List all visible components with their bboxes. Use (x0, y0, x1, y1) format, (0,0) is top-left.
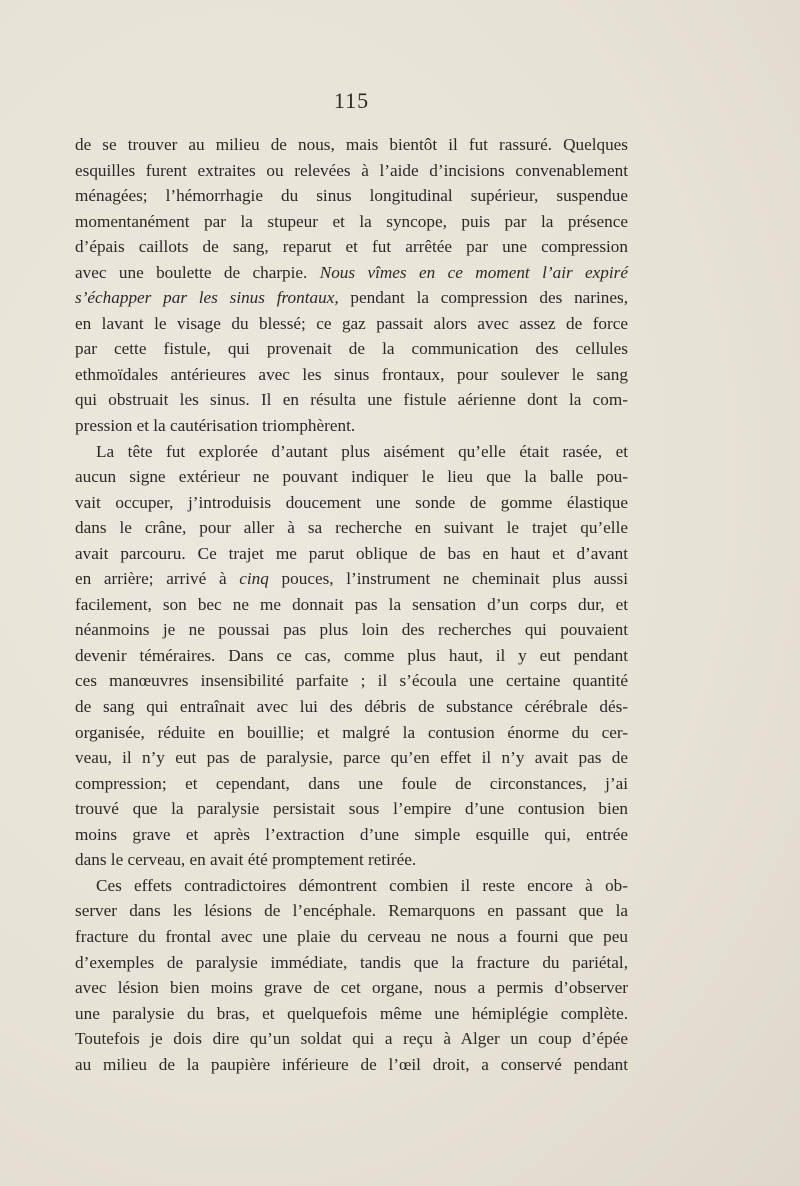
line-text: avec une boulette de charpie. (75, 262, 308, 282)
line-text: dans le crâne, pour aller à sa recherche en suivant le trajet qu’elle (75, 518, 628, 538)
text-line (75, 566, 628, 592)
italic-text: Nous vîmes en ce moment l’air expiré (319, 262, 628, 282)
line-text: pendant la compression des narines, (350, 288, 628, 308)
text-line (75, 439, 628, 465)
text-line (75, 643, 628, 669)
line-text: vait occuper, j’introduisis doucement une sonde de gomme élastique (75, 492, 628, 512)
line-text: par cette fistule, qui provenait de la communication des cellules (75, 339, 628, 359)
line-text: néanmoins je ne poussai pas plus loin des recherches qui pouvaient (75, 620, 628, 640)
line-text: esquilles furent extraites ou relevées à l’aide d’incisions convenablement (75, 160, 628, 180)
text-line (75, 847, 628, 873)
text-line (75, 617, 628, 643)
text-line (75, 822, 628, 848)
text-line (75, 158, 628, 184)
text-line (75, 592, 628, 618)
text-line (75, 311, 628, 337)
text-line (75, 1001, 628, 1027)
text-line (75, 285, 628, 311)
italic-text: s’échapper par les sinus frontaux, (75, 288, 339, 308)
line-text: qui obstruait les sinus. Il en résulta une fistule aérienne dont la com- (75, 390, 628, 410)
text-line (75, 132, 628, 158)
text-line (75, 694, 628, 720)
line-text: veau, il n’y eut pas de paralysie, parce qu’en effet il n’y avait pas de (75, 748, 628, 768)
text-line (75, 873, 628, 899)
line-text: avait parcouru. Ce trajet me parut oblique de bas en haut et d’avant (75, 543, 628, 563)
line-text: momentanément par la stupeur et la syncope, puis par la présence (75, 211, 628, 231)
line-text: en arrière; arrivé à (75, 569, 227, 589)
line-text: au milieu de la paupière inférieure de l’œil droit, a conservé pendant (75, 1054, 628, 1074)
line-text: compression; et cependant, dans une foule de circonstances, j’ai (75, 773, 628, 793)
text-line (75, 209, 628, 235)
line-text: pouces, l’instrument ne cheminait plus aussi (281, 569, 629, 589)
line-text: Ces effets contradictoires démontrent combien il reste encore à ob- (96, 875, 628, 895)
line-text: aucun signe extérieur ne pouvant indiquer le lieu que la balle pou- (75, 467, 628, 487)
text-line (75, 720, 628, 746)
line-text: moins grave et après l’extraction d’une simple esquille qui, entrée (75, 824, 628, 844)
line-text: fracture du frontal avec une plaie du cerveau ne nous a fourni que peu (75, 926, 628, 946)
italic-text: cinq (239, 569, 269, 589)
line-text: de se trouver au milieu de nous, mais bientôt il fut rassuré. Quelques (75, 135, 628, 154)
line-text: devenir téméraires. Dans ce cas, comme plus haut, il y eut pendant (75, 645, 628, 665)
line-text: Toutefois je dois dire qu’un soldat qui a reçu à Alger un coup d’épée (75, 1029, 628, 1049)
line-text: en lavant le visage du blessé; ce gaz passait alors avec assez de force (75, 313, 628, 333)
line-text: dans le cerveau, en avait été promptement retirée. (75, 850, 417, 870)
book-page (75, 88, 628, 1077)
line-text: de sang qui entraînait avec lui des débris de substance cérébrale dés- (75, 697, 628, 717)
text-line (75, 745, 628, 771)
page-number: 115 (333, 88, 370, 113)
text-line (75, 950, 628, 976)
line-text: ces manœuvres insensibilité parfaite ; il s’écoula une certaine quantité (75, 671, 628, 691)
line-text: organisée, réduite en bouillie; et malgré la contusion énorme du cer- (75, 722, 628, 742)
text-line (75, 183, 628, 209)
line-text: facilement, son bec ne me donnait pas la sensation d’un corps dur, et (75, 594, 628, 614)
text-line (75, 387, 628, 413)
text-line (75, 515, 628, 541)
text-line (75, 975, 628, 1001)
line-text: trouvé que la paralysie persistait sous l’empire d’une contusion bien (75, 799, 628, 819)
text-line (75, 464, 628, 490)
text-line (75, 336, 628, 362)
line-text: d’épais caillots de sang, reparut et fut arrêtée par une compression (75, 237, 628, 257)
line-text: server dans les lésions de l’encéphale. Remarquons en passant que la (75, 901, 628, 921)
text-line (75, 362, 628, 388)
text-line (75, 924, 628, 950)
text-line (75, 541, 628, 567)
text-line (75, 668, 628, 694)
text-line (75, 260, 628, 286)
text-line (75, 771, 628, 797)
line-text: d’exemples de paralysie immédiate, tandis que la fracture du pariétal, (75, 952, 628, 972)
text-line (75, 1026, 628, 1052)
text-line (75, 898, 628, 924)
line-text: La tête fut explorée d’autant plus aisément qu’elle était rasée, et (96, 441, 628, 461)
text-line (75, 234, 628, 260)
line-text: pression et la cautérisation triomphèrent. (75, 416, 356, 436)
line-text: ethmoïdales antérieures avec les sinus frontaux, pour soulever le sang (75, 364, 628, 384)
text-line (75, 1052, 628, 1078)
body-text (75, 132, 628, 1077)
line-text: ménagées; l’hémorrhagie du sinus longitudinal supérieur, suspendue (75, 186, 628, 206)
line-text: une paralysie du bras, et quelquefois même une hémiplégie complète. (75, 1003, 628, 1023)
text-line (75, 490, 628, 516)
text-line (75, 413, 628, 439)
text-line (75, 796, 628, 822)
line-text: avec lésion bien moins grave de cet organe, nous a permis d’observer (75, 978, 628, 998)
